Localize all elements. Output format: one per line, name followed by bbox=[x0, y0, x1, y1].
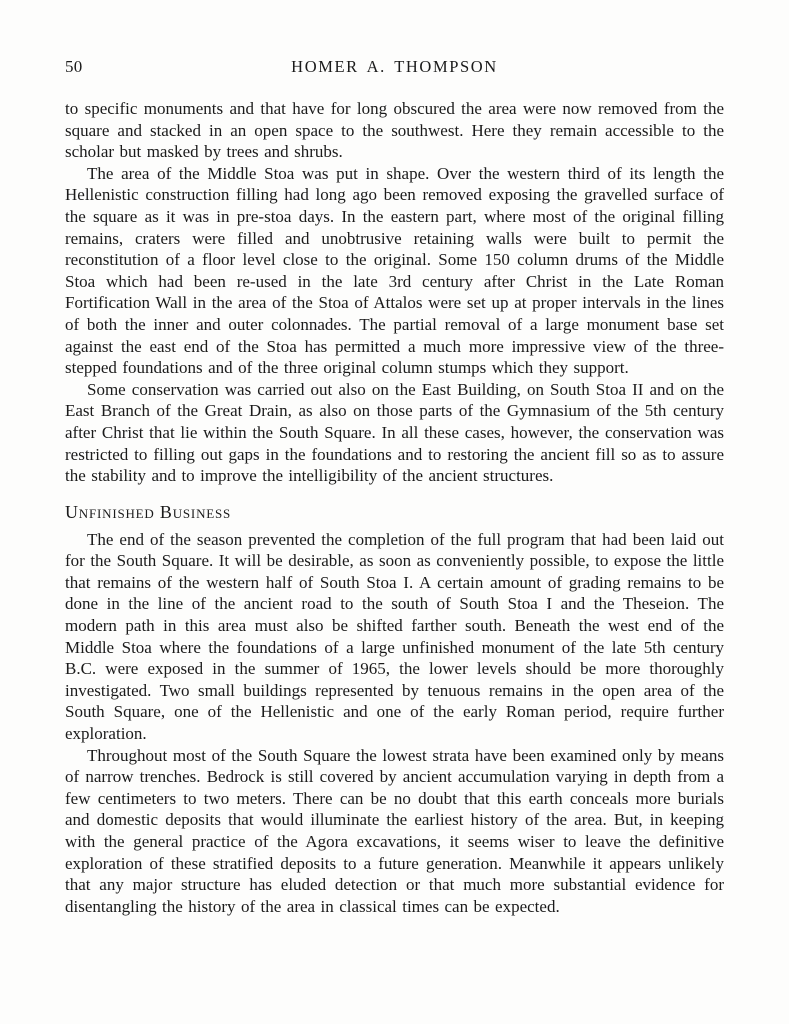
article-body bbox=[65, 98, 724, 917]
paragraph-lowest-strata: Throughout most of the South Square the lowest strata have been examined only by means of narrow trenches. Bedrock is still covered by ancient accumulation varying in depth from a few centimeters to two meters. There can be no doubt that this earth conceals more burials and domestic deposits that would illuminate the earliest history of the area. But, in keeping with the general practice of the Agora excavations, it seems wiser to leave the definitive exploration of these stratified deposits to a future generation. Meanwhile it appears unlikely that any major structure has eluded detection or that much more substantial evidence for disentangling the history of the area in classical times can be expected. bbox=[65, 745, 724, 916]
section-heading-unfinished-business: Unfinished Business bbox=[65, 501, 232, 522]
paragraph-end-of-season: The end of the season prevented the completion of the full program that had been laid out for the South Square. It will be desirable, as soon as conveniently possible, to expose the little that remains of the western half of South Stoa I. A certain amount of grading remains to be done in the line of the ancient road to the south of South Stoa I and the Theseion. The modern path in this area must also be shifted farther south. Beneath the west end of the Middle Stoa where the foundations of a large unfinished monument of the late 5th century B.C. were exposed in the summer of 1965, the lower levels should be more thoroughly investigated. Two small buildings represented by tenuous remains in the open area of the South Square, one of the Hellenistic and one of the early Roman period, require further exploration. bbox=[65, 529, 724, 744]
paragraph-conservation: Some conservation was carried out also on the East Building, on South Stoa II and on the East Branch of the Great Drain, as also on those parts of the Gymnasium of the 5th century after Christ that lie within the South Square. In all these cases, however, the conservation was restricted to filling out gaps in the foundations and to restoring the ancient fill so as to assure the stability and to improve the intelligibility of the ancient structures. bbox=[65, 379, 724, 486]
paragraph-monuments-removed: to specific monuments and that have for long obscured the area were now removed from the square and stacked in an open space to the southwest. Here they remain accessible to the scholar but masked by trees and shrubs. bbox=[65, 99, 724, 162]
paragraph-middle-stoa: The area of the Middle Stoa was put in shape. Over the western third of its length the Hellenistic construction filling had long ago been removed exposing the gravelled surface of the square as it was in pre-stoa days. In the eastern part, where most of the original filling remains, craters were filled and unobtrusive retaining walls were built to permit the reconstitution of a floor level close to the original. Some 150 column drums of the Middle Stoa which had been re-used in the late 3rd century after Christ in the Late Roman Fortification Wall in the area of the Stoa of Attalos were set up at proper intervals in the lines of both the inner and outer colonnades. The partial removal of a large monument base set against the east end of the Stoa has permitted a much more impressive view of the three-stepped foundations and of the three original column stumps which they support. bbox=[65, 163, 724, 378]
page-header bbox=[65, 57, 724, 79]
page-number: 50 bbox=[65, 57, 83, 76]
text-block bbox=[65, 57, 724, 917]
running-head-author: HOMER A. THOMPSON bbox=[291, 57, 498, 76]
